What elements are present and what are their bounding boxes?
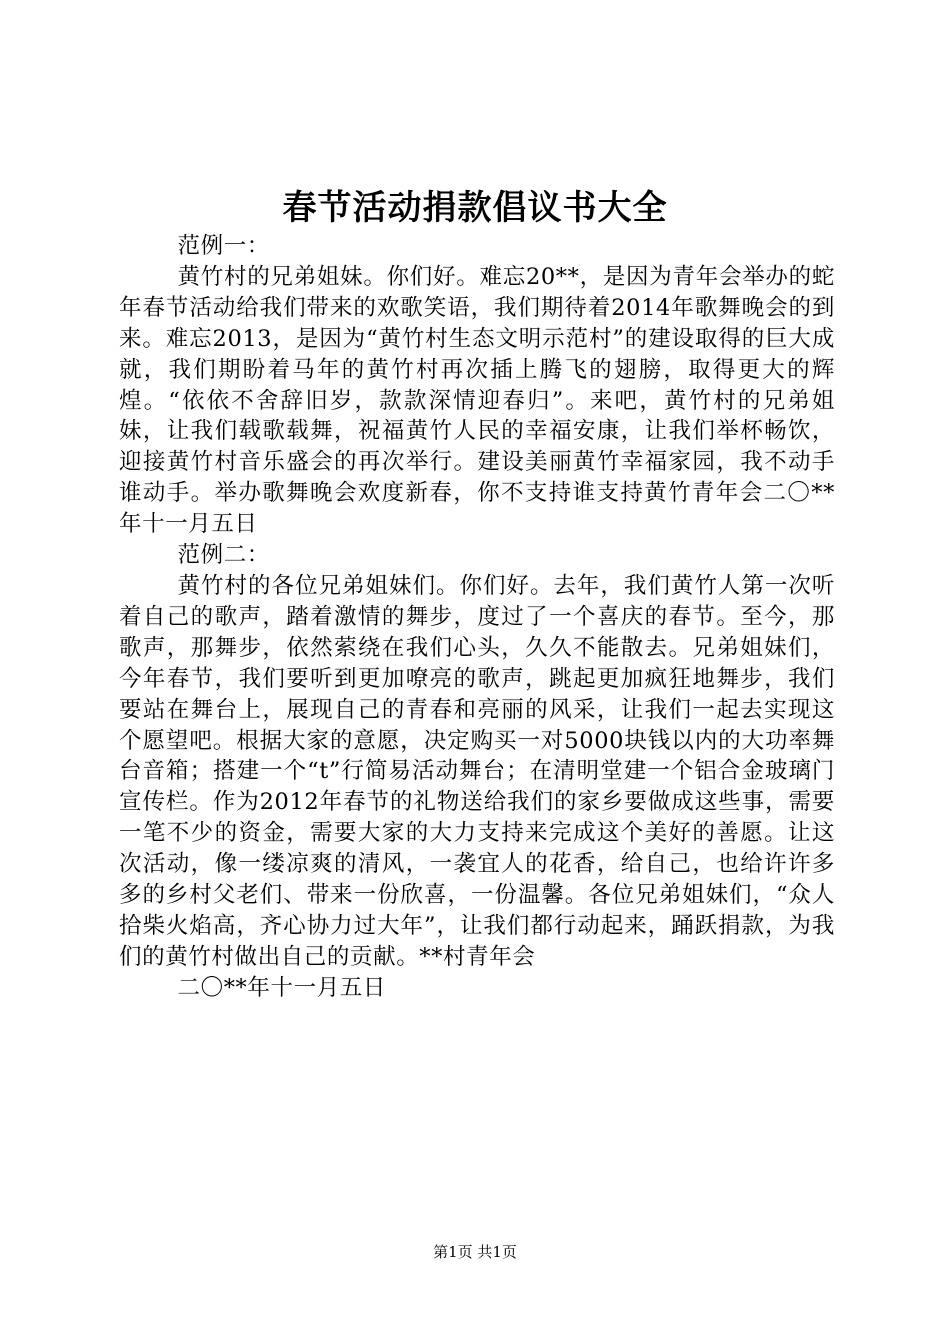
page-number-footer: 第1页 共1页 [433,1243,517,1261]
closing-date: 二〇**年十一月五日 [177,974,387,1001]
document-body [119,231,835,1004]
document-title: 春节活动捐款倡议书大全 [282,188,668,228]
example-two-heading: 范例二： [177,542,270,569]
example-two-paragraph: 黄竹村的各位兄弟姐妹们。你们好。去年，我们黄竹人第一次听着自己的歌声，踏着激情的舞步，度过了一个喜庆的春节。至今，那歌声，那舞步，依然萦绕在我们心头，久久不能散去。兄弟姐妹们，今年春节，我们要听到更加嘹亮的歌声，跳起更加疯狂地舞步，我们要站在舞台上，展现自己的青春和亮丽的风采，让我们一起去实现这个愿望吧。根据大家的意愿，决定购买一对5000块钱以内的大功率舞台音箱；搭建一个“t”行简易活动舞台；在清明堂建一个铝合金玻璃门宣传栏。作为2012年春节的礼物送给我们的家乡要做成这些事，需要一笔不少的资金，需要大家的大力支持来完成这个美好的善愿。让这次活动，像一缕凉爽的清风，一袭宜人的花香，给自己，也给许许多多的乡村父老们、带来一份欣喜，一份温馨。各位兄弟姐妹们，“众人拾柴火焰高，齐心协力过大年”，让我们都行动起来，踊跃捐款，为我们的黄竹村做出自己的贡献。**村青年会 [119,572,835,970]
example-one-paragraph: 黄竹村的兄弟姐妹。你们好。难忘20**，是因为青年会举办的蛇年春节活动给我们带来的欢歌笑语，我们期待着2014年歌舞晚会的到来。难忘2013，是因为“黄竹村生态文明示范村”的建设取得的巨大成就，我们期盼着马年的黄竹村再次插上腾飞的翅膀，取得更大的辉煌。“依依不舍辞旧岁，款款深情迎春归”。来吧，黄竹村的兄弟姐妹，让我们载歌载舞，祝福黄竹人民的幸福安康，让我们举杯畅饮，迎接黄竹村音乐盛会的再次举行。建设美丽黄竹幸福家园，我不动手谁动手。举办歌舞晚会欢度新春，你不支持谁支持黄竹青年会二〇**年十一月五日 [119,263,835,538]
example-one-heading: 范例一： [177,233,270,259]
